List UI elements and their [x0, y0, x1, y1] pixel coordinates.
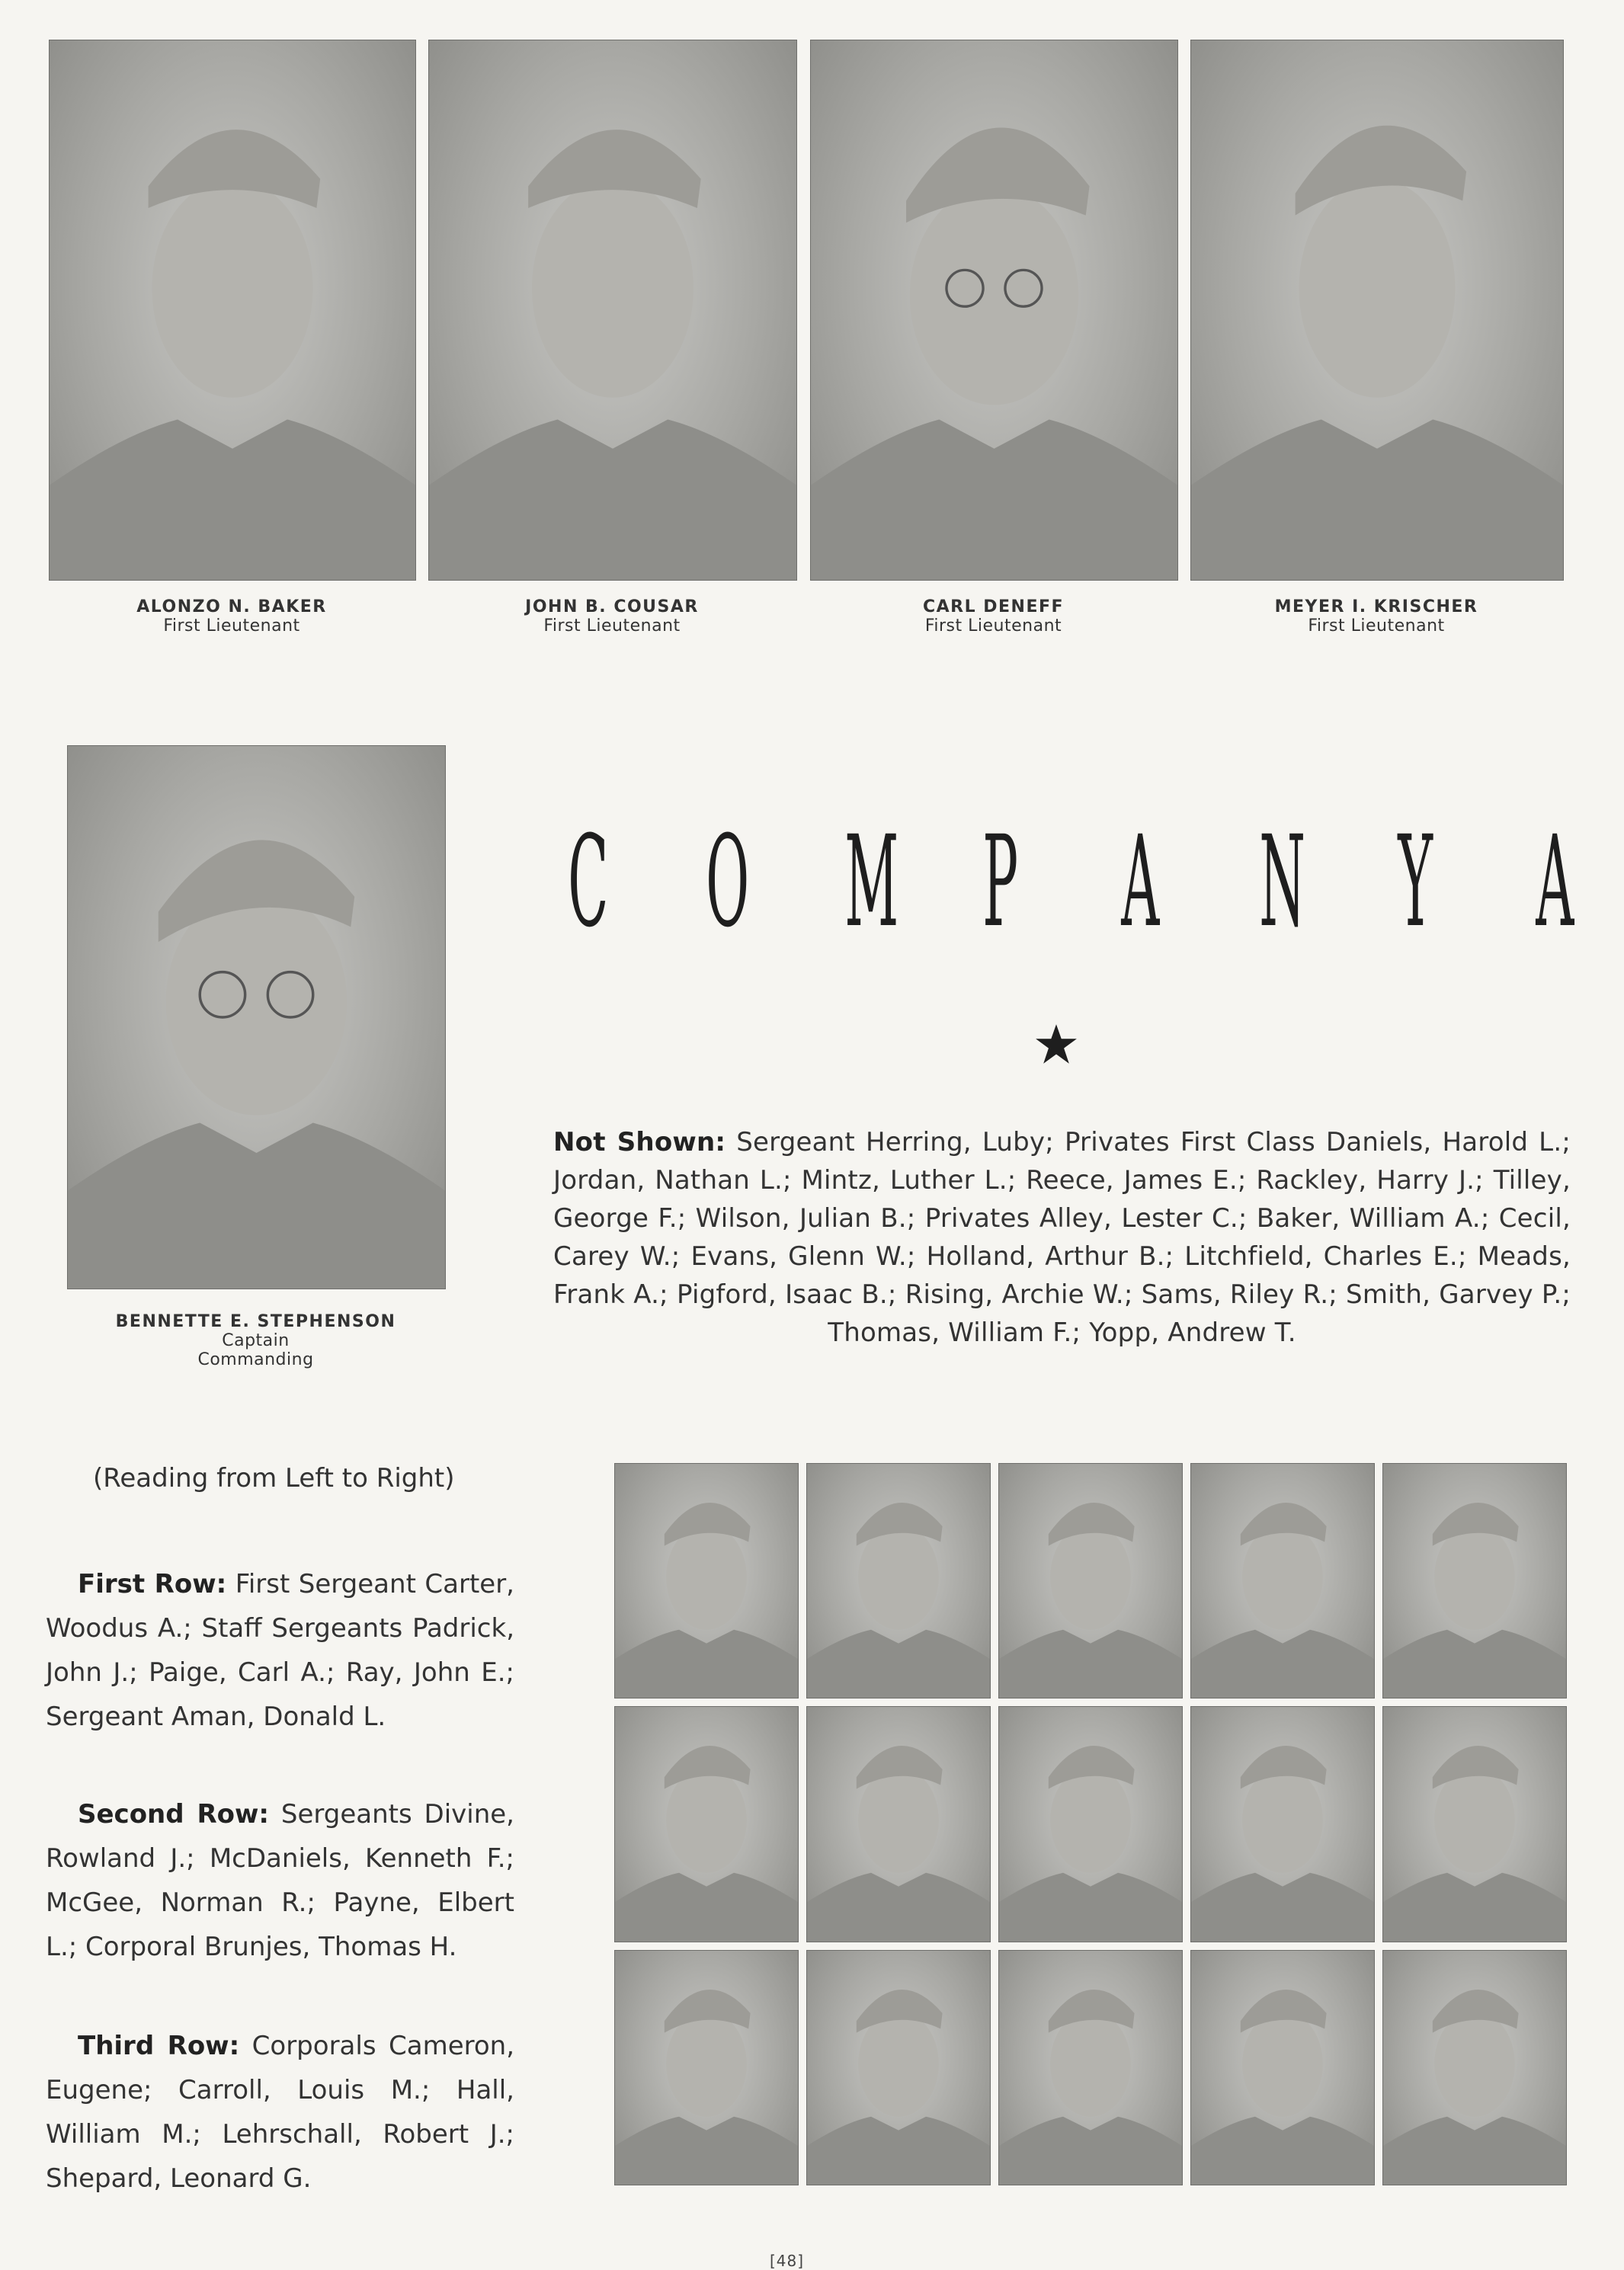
title-letter: Y [1397, 808, 1433, 955]
title-letter: A [1536, 808, 1574, 955]
not-shown-names: Sergeant Herring, Luby; Privates First Class Daniels, Harold L.; Jordan, Nathan L.; Mintz, Luther L.; Reece, James E.; Rackley, Harry J.; Tilley, George F.; Wilson, Julian B.; Privates Alley, Lester C.; Baker, William A.; Cecil, Carey W.; Evans, Glenn W.; Holland, Arthur B.; Litchfield, Charles E.; Meads, Frank A.; Pigford, Isaac B.; Rising, Archie W.; Sams, Riley R.; Smith, Garvey P.; Thomas, William F.; Yopp, Andrew T. [553, 1127, 1571, 1348]
officer-name: JOHN B. COUSAR [525, 597, 699, 616]
officer-photo-deneff [810, 40, 1178, 581]
officer-caption-baker [49, 597, 415, 636]
enlisted-photo [998, 1706, 1183, 1942]
portrait-image [811, 40, 1177, 580]
second-row-names [46, 1792, 514, 1969]
portrait-image [1191, 1707, 1374, 1941]
enlisted-photo [806, 1706, 991, 1942]
officer-photo-baker [49, 40, 416, 581]
officer-rank: First Lieutenant [924, 616, 1062, 636]
enlisted-photo [806, 1463, 991, 1698]
enlisted-photo [998, 1950, 1183, 2185]
enlisted-photo [1190, 1706, 1375, 1942]
officer-rank: First Lieutenant [1308, 616, 1445, 636]
portrait-image [999, 1951, 1182, 2185]
title-letter: C [568, 808, 609, 955]
star-icon [1035, 1023, 1078, 1065]
portrait-image [50, 40, 415, 580]
portrait-image [615, 1464, 798, 1698]
enlisted-photo [1190, 1463, 1375, 1698]
title-letter: O [706, 808, 750, 955]
captain-name: BENNETTE E. STEPHENSON [115, 1312, 396, 1331]
portrait-image [1191, 40, 1563, 580]
portrait-image [1383, 1464, 1566, 1698]
officer-caption-deneff [810, 597, 1177, 636]
row-label: Second Row: [78, 1799, 270, 1830]
captain-photo-stephenson [67, 745, 446, 1289]
not-shown-label: Not Shown: [553, 1127, 726, 1157]
portrait-image [68, 746, 445, 1289]
officer-name: CARL DENEFF [922, 597, 1065, 616]
officer-caption-krischer [1190, 597, 1562, 636]
officer-photo-cousar [428, 40, 797, 581]
row-names: First Sergeant Carter, Woodus A.; Staff Sergeants Padrick, John J.; Paige, Carl A.; Ray, John E.; Sergeant Aman, Donald L. [46, 1569, 514, 1732]
captain-caption [67, 1312, 444, 1369]
officer-rank: First Lieutenant [163, 616, 300, 636]
portrait-image [807, 1464, 990, 1698]
portrait-image [999, 1707, 1182, 1941]
officer-photo-krischer [1190, 40, 1564, 581]
first-row-names [46, 1562, 514, 1739]
portrait-image [1191, 1464, 1374, 1698]
portrait-image [1383, 1951, 1566, 2185]
captain-role: Commanding [197, 1350, 314, 1369]
row-names: Sergeants Divine, Rowland J.; McDaniels, Kenneth F.; McGee, Norman R.; Payne, Elbert L.; Corporal Brunjes, Thomas H. [46, 1799, 514, 1962]
officer-rank: First Lieutenant [543, 616, 681, 636]
title-letter: M [844, 808, 899, 955]
enlisted-photo [998, 1463, 1183, 1698]
enlisted-photo [614, 1706, 799, 1942]
enlisted-photo-grid [614, 1463, 1567, 2185]
enlisted-photo [1382, 1950, 1567, 2185]
title-letter: A [1120, 808, 1160, 955]
officer-name: ALONZO N. BAKER [136, 597, 327, 616]
portrait-image [615, 1951, 798, 2185]
officer-name: MEYER I. KRISCHER [1274, 597, 1478, 616]
portrait-image [807, 1951, 990, 2185]
enlisted-photo [1382, 1706, 1567, 1942]
row-names: Corporals Cameron, Eugene; Carroll, Louis M.; Hall, William M.; Lehrschall, Robert J.; Shepard, Leonard G. [46, 2031, 515, 2194]
enlisted-photo [614, 1463, 799, 1698]
row-label: Third Row: [78, 2031, 240, 2061]
enlisted-photo [1190, 1950, 1375, 2185]
third-row-names [46, 2024, 514, 2201]
enlisted-photo [614, 1950, 799, 2185]
page-title [553, 808, 1574, 979]
row-label: First Row: [78, 1569, 227, 1599]
title-letter: P [982, 808, 1019, 955]
officer-caption-cousar [428, 597, 796, 636]
page-number: [48] [770, 2252, 805, 2270]
enlisted-photo [806, 1950, 991, 2185]
portrait-image [1383, 1707, 1566, 1941]
portrait-image [999, 1464, 1182, 1698]
not-shown-list [553, 1123, 1571, 1352]
reading-note: (Reading from Left to Right) [93, 1463, 455, 1494]
portrait-image [615, 1707, 798, 1941]
portrait-image [807, 1707, 990, 1941]
enlisted-photo [1382, 1463, 1567, 1698]
title-letter: N [1259, 808, 1306, 955]
portrait-image [1191, 1951, 1374, 2185]
captain-rank: Captain [222, 1331, 290, 1350]
portrait-image [429, 40, 796, 580]
